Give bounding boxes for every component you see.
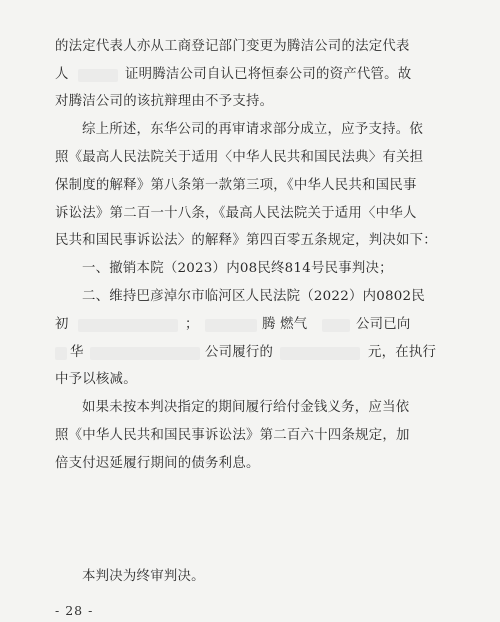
text-line: 对腾洁公司的该抗辩理由不予支持。 (55, 94, 274, 109)
text-line: 照《中华人民共和国民事诉讼法》第二百六十四条规定，加 (55, 428, 410, 443)
text-line: 中予以核减。 (55, 372, 137, 387)
text-line: 如果未按本判决指定的期间履行给付金钱义务，应当依 (82, 400, 410, 415)
text-fragment: 初 (55, 317, 69, 332)
redaction-block (90, 347, 200, 360)
redaction-block (55, 347, 67, 360)
text-line: 倍支付迟延履行期间的债务利息。 (55, 456, 260, 471)
text-line: 综上所述，东华公司的再审请求部分成立，应予支持。依 (82, 122, 424, 137)
page-number: - 28 - (55, 603, 94, 618)
text-fragment: ； (185, 317, 199, 332)
redaction-block (280, 347, 360, 360)
text-fragment: 公司履行的 (205, 345, 274, 360)
text-line: 的法定代表人亦从工商登记部门变更为腾洁公司的法定代表 (55, 39, 410, 54)
text-fragment: 华 (70, 345, 84, 360)
redaction-block (322, 319, 350, 332)
text-fragment: 公司已向 (356, 317, 411, 332)
redaction-block (205, 319, 257, 332)
text-line: 一、撤销本院（2023）内08民终814号民事判决； (82, 261, 393, 276)
redaction-block (78, 69, 118, 82)
text-fragment: 腾 燃气 (262, 317, 308, 332)
text-fragment: 人 (55, 67, 69, 82)
text-line: 保制度的解释》第八条第一款第三项，《中华人民共和国民事 (55, 178, 417, 193)
text-fragment: 元，在执行 (368, 345, 437, 360)
text-line: 诉讼法》第二百一十八条，《最高人民法院关于适用〈中华人 (55, 206, 417, 221)
text-line: 民共和国民事诉讼法〉的解释》第四百零五条规定，判决如下： (55, 233, 437, 248)
text-line: 二、维持巴彦淖尔市临河区人民法院（2022）内0802民 (82, 289, 425, 304)
text-line: 照《最高人民法院关于适用〈中华人民共和国民法典〉有关担 (55, 150, 424, 165)
redaction-block (78, 319, 178, 332)
text-line: 本判决为终审判决。 (82, 569, 205, 584)
text-fragment: 证明腾洁公司自认已将恒泰公司的资产代管。故 (125, 67, 412, 82)
